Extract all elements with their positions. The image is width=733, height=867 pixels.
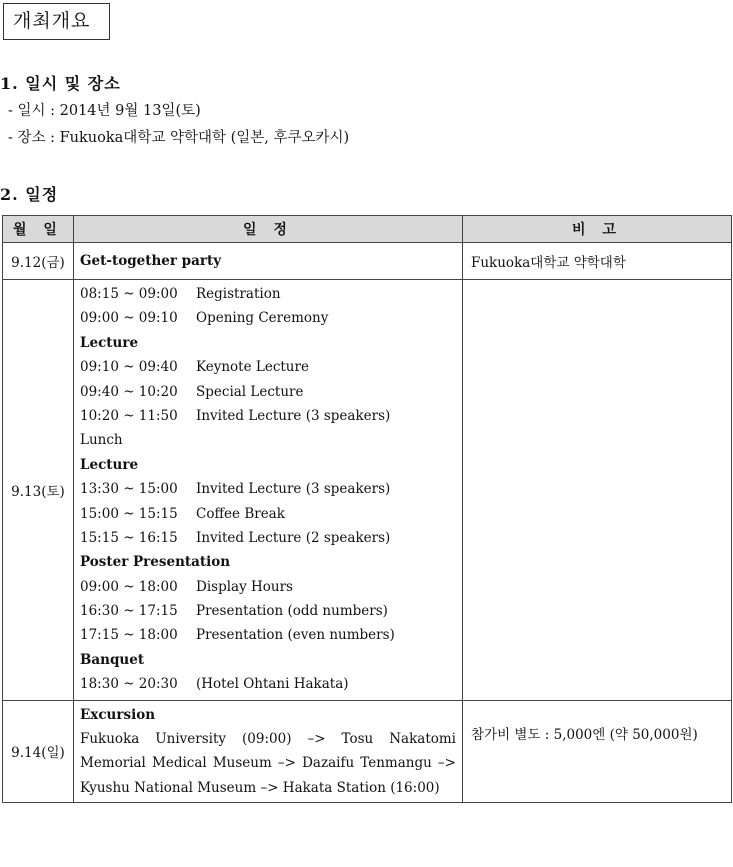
row-program <box>74 280 463 701</box>
schedule-line <box>80 575 456 599</box>
schedule-line <box>80 599 456 623</box>
table-header-row <box>3 216 732 243</box>
excursion-label: Excursion <box>80 706 156 723</box>
schedule-line <box>80 282 456 306</box>
row-excursion <box>74 700 463 803</box>
row-date: 9.13(토) <box>3 280 74 701</box>
schedule-line <box>80 502 456 526</box>
session-label: Banquet <box>80 651 145 668</box>
schedule-item: Display Hours <box>196 578 293 595</box>
header-note: 비 고 <box>463 216 732 243</box>
schedule-time: 09:10 ~ 09:40 <box>80 359 178 376</box>
date-line: - 일시 : 2014년 9월 13일(토) <box>8 103 201 119</box>
table-row <box>3 280 732 701</box>
schedule-line <box>80 526 456 550</box>
schedule-item: Invited Lecture (3 speakers) <box>196 481 391 498</box>
schedule-item: Coffee Break <box>196 505 285 522</box>
schedule-time: 13:30 ~ 15:00 <box>80 481 178 498</box>
schedule-item: Special Lecture <box>196 383 304 400</box>
row-date: 9.14(일) <box>3 700 74 803</box>
excursion-route: Fukuoka University (09:00) –> Tosu Nakatomi Memorial Medical Museum –> Dazaifu Tenmangu –> Kyushu National Museum –> Hakata Station (16:00) <box>80 731 456 796</box>
schedule-time: 08:15 ~ 09:00 <box>80 286 178 302</box>
table-row <box>3 700 732 803</box>
session-label: Lecture <box>80 456 139 473</box>
schedule-time: 10:20 ~ 11:50 <box>80 407 178 424</box>
row-note: 참가비 별도 : 5,000엔 (약 50,000원) <box>463 700 732 803</box>
place-line: - 장소 : Fukuoka대학교 약학대학 (일본, 후쿠오카시) <box>8 130 350 146</box>
schedule-time: 18:30 ~ 20:30 <box>80 676 178 693</box>
schedule-line <box>80 355 456 379</box>
schedule-line <box>80 672 456 696</box>
schedule-item: Invited Lecture (3 speakers) <box>196 407 391 424</box>
schedule-time: 17:15 ~ 18:00 <box>80 627 178 644</box>
row-note <box>463 280 732 701</box>
schedule-time: 15:00 ~ 15:15 <box>80 505 178 522</box>
schedule-time: 16:30 ~ 17:15 <box>80 603 178 620</box>
schedule-item: Opening Ceremony <box>196 310 329 327</box>
schedule-line <box>80 477 456 501</box>
section-heading-schedule-place: 1. 일시 및 장소 <box>0 74 121 93</box>
table-row <box>3 243 732 280</box>
schedule-item: Invited Lecture (2 speakers) <box>196 529 391 546</box>
schedule-time: 15:15 ~ 16:15 <box>80 529 178 546</box>
row-note: Fukuoka대학교 약학대학 <box>463 243 732 280</box>
doc-title: 개최개요 <box>3 3 110 40</box>
session-label: Poster Presentation <box>80 554 231 571</box>
schedule-line <box>80 404 456 428</box>
header-schedule: 일 정 <box>74 216 463 243</box>
schedule-line <box>80 380 456 404</box>
schedule-line <box>80 623 456 647</box>
schedule-table <box>2 215 732 803</box>
schedule-time: 09:00 ~ 09:10 <box>80 310 178 327</box>
schedule-item: Registration <box>196 286 281 302</box>
row-event: Get-together party <box>74 243 463 280</box>
row-date: 9.12(금) <box>3 243 74 280</box>
section-heading-program: 2. 일정 <box>0 185 59 204</box>
schedule-item: Keynote Lecture <box>196 359 309 376</box>
schedule-time: 09:00 ~ 18:00 <box>80 578 178 595</box>
schedule-line <box>80 306 456 330</box>
schedule-item: Presentation (odd numbers) <box>196 603 388 620</box>
session-label: Lecture <box>80 334 139 351</box>
schedule-item: (Hotel Ohtani Hakata) <box>196 676 349 693</box>
schedule-item: Presentation (even numbers) <box>196 627 395 644</box>
schedule-time: 09:40 ~ 10:20 <box>80 383 178 400</box>
schedule-plain-line: Lunch <box>80 432 123 449</box>
header-date: 월 일 <box>3 216 74 243</box>
